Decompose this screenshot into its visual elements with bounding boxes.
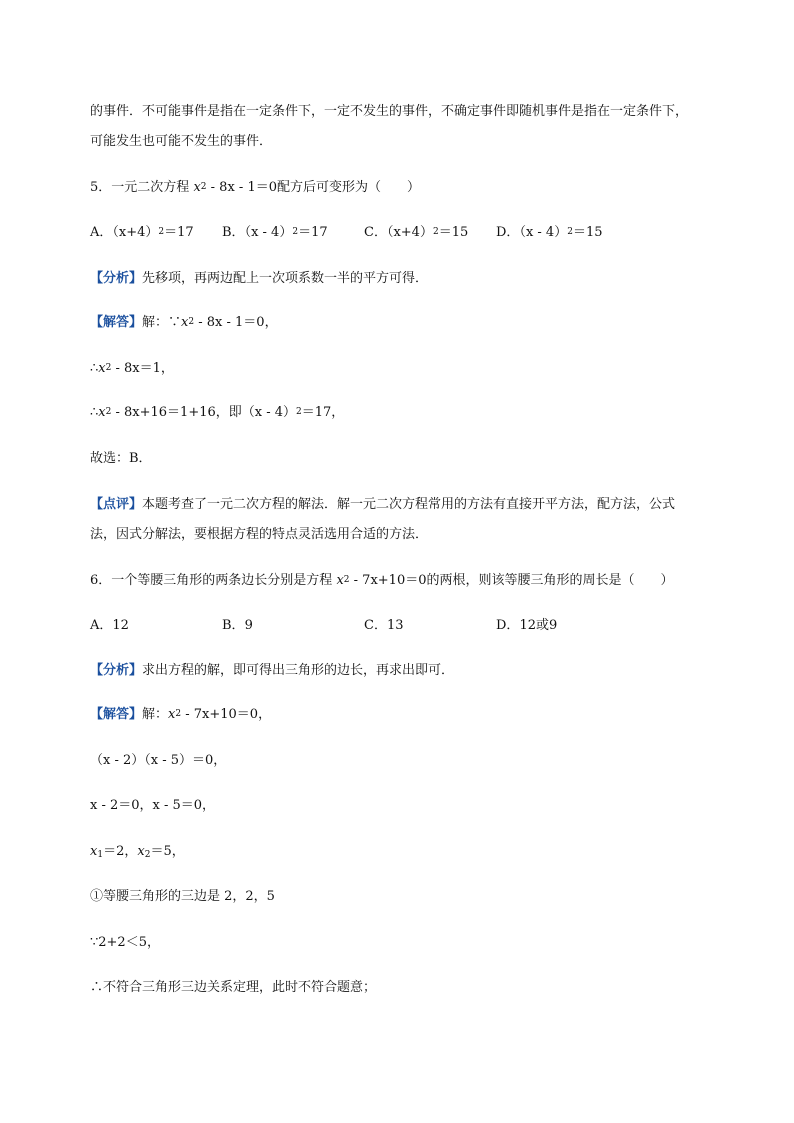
q5-stem-eq: - 8x - 1＝0 bbox=[210, 180, 277, 195]
q6-therefore: ∴不符合三角形三边关系定理，此时不符合题意； bbox=[90, 980, 377, 995]
q6-case-1: ①等腰三角形的三边是 2，2，5 bbox=[90, 889, 275, 904]
q5-number: 5． bbox=[90, 180, 112, 195]
q5-stem: 5．一元二次方程 $x^2 - 8x - 1=0$配方后可变形为（ ） bbox=[90, 180, 420, 195]
q6-stem-eq: - 7x+10＝0 bbox=[353, 573, 427, 588]
intro-line-2: 可能发生也可能不发生的事件． bbox=[90, 134, 273, 149]
q5-solution-tag: 【解答】 bbox=[90, 315, 143, 330]
q6-option-a: A．12 bbox=[90, 618, 129, 633]
q5-comment-1: 【点评】本题考查了一元二次方程的解法．解一元二次方程常用的方法有直接开平方法，配方法，公式 bbox=[90, 497, 676, 512]
q6-option-b: B．9 bbox=[222, 618, 253, 633]
q6-solution-step-2: （x - 2）（x - 5）＝0， bbox=[90, 753, 227, 768]
q6-stem-pre: 一个等腰三角形的两条边长分别是方程 bbox=[111, 573, 333, 588]
q5-option-a: A．$(x+4)^2=17$ bbox=[90, 225, 194, 240]
q6-number: 6． bbox=[90, 573, 112, 588]
q5-solution-step-2: $\therefore x^2 - 8x=1$， bbox=[90, 361, 174, 376]
q6-solution-step-3: x - 2＝0，x - 5＝0， bbox=[90, 798, 216, 813]
q5-option-d: D．（x - 4）$^2$＝15 bbox=[496, 225, 603, 240]
q5-analysis-tag: 【分析】 bbox=[90, 271, 143, 286]
q6-solution-step-1: 【解答】解：$x^2 - 7x+10=0$， bbox=[90, 707, 272, 722]
q5-stem-pre: 一元二次方程 bbox=[111, 180, 190, 195]
q6-stem-post: 的两根，则该等腰三角形的周长是（ ） bbox=[426, 573, 674, 588]
q6-analysis bbox=[90, 662, 454, 680]
q5-stem-post: 配方后可变形为（ ） bbox=[276, 180, 420, 195]
q6-analysis-tag: 【分析】 bbox=[90, 663, 143, 678]
q6-analysis-text: 求出方程的解，即可得出三角形的边长，再求出即可． bbox=[142, 663, 455, 678]
intro-line-1: 的事件．不可能事件是指在一定条件下，一定不发生的事件，不确定事件即随机事件是指在一定条件下， bbox=[90, 104, 689, 119]
q6-option-d: D．12或9 bbox=[496, 618, 558, 633]
q6-solution-tag: 【解答】 bbox=[90, 707, 143, 722]
q5-solution-step-1: 【解答】解：$\because x^2 - 8x - 1=0$， bbox=[90, 315, 278, 330]
q5-comment-tag: 【点评】 bbox=[90, 497, 143, 512]
q5-analysis-text: 先移项，再两边配上一次项系数一半的平方可得． bbox=[142, 271, 429, 286]
q5-answer: 故选：B． bbox=[90, 451, 152, 466]
q5-option-b: B．（x - 4）$^2$＝17 bbox=[222, 225, 328, 240]
q6-option-c: C．13 bbox=[364, 618, 404, 633]
q5-option-c: C．$(x+4)^2=15$ bbox=[364, 225, 469, 240]
q5-comment-2: 法，因式分解法，要根据方程的特点灵活选用合适的方法． bbox=[90, 527, 429, 542]
q6-stem: 6．一个等腰三角形的两条边长分别是方程 $x^2 - 7x+10=0$的两根，则该等腰三角形的周长是（ ） bbox=[90, 573, 674, 588]
q6-because: ∵2+2＜5， bbox=[90, 935, 160, 950]
q5-analysis bbox=[90, 270, 428, 288]
q5-solution-step-3: $\therefore x^2 - 8x+16=1+16$，即（x - 4）$^2$＝17， bbox=[90, 405, 345, 420]
q6-solution-step-4: $x_1=2$，$x_2=5$， bbox=[90, 844, 185, 860]
